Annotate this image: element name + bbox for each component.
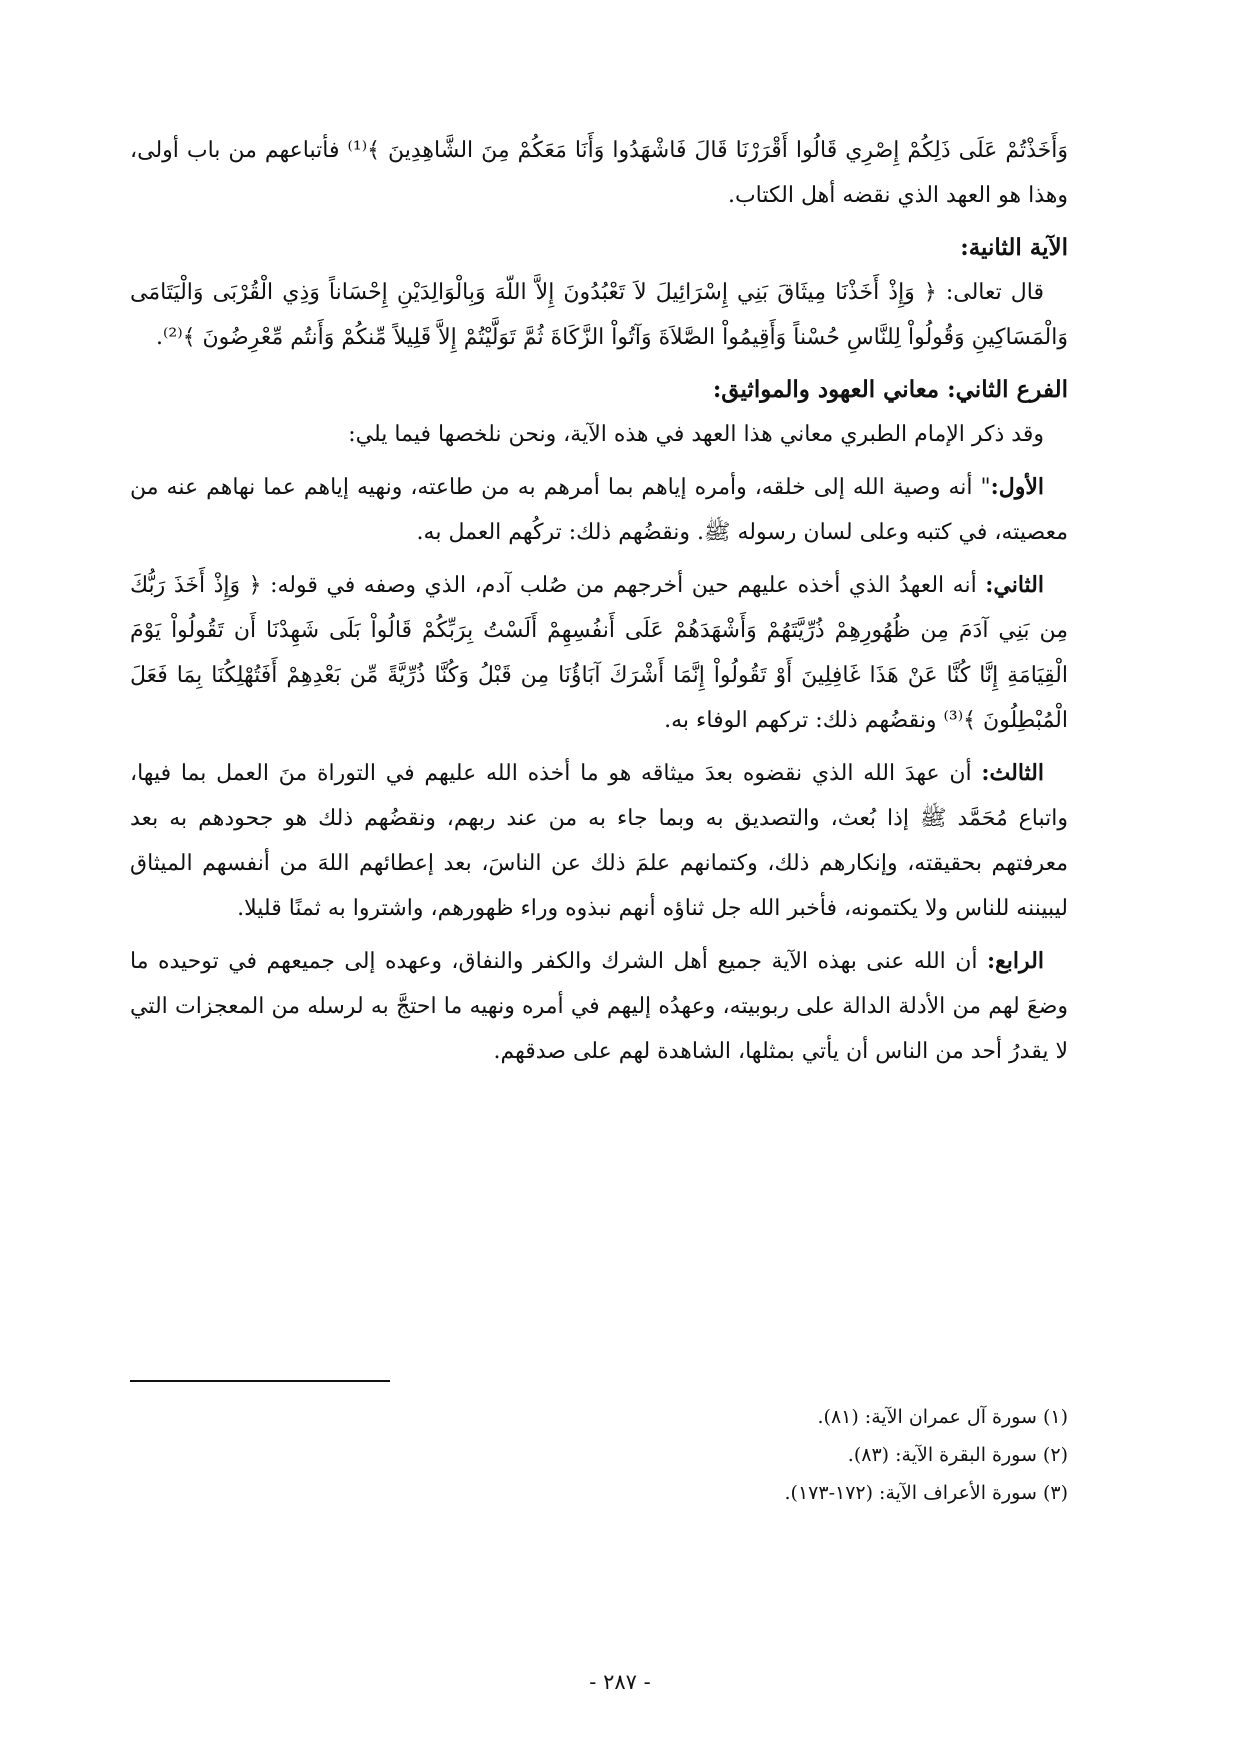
paragraph-second-meaning <box>130 563 1068 743</box>
paragraph-second-verse: قال تعالى: ﴿ وَإِذْ أَخَذْنَا مِيثَاقَ بَنِي إِسْرَائِيلَ لاَ تَعْبُدُونَ إِلاَّ اللّهَ وَبِالْوَالِدَيْنِ إِحْسَاناً وَذِي الْقُرْبَى وَالْيَتَامَى وَالْمَسَاكِينِ وَقُولُواْ لِلنَّاسِ حُسْناً وَأَقِيمُواْ الصَّلاَةَ وَآتُواْ الزَّكَاةَ ثُمَّ تَوَلَّيْتُمْ إِلاَّ قَلِيلاً مِّنكُمْ وَأَنتُم مِّعْرِضُونَ ﴾⁽²⁾. <box>130 280 1068 350</box>
section-heading: الفرع الثاني: معاني العهود والمواثيق: <box>712 376 1068 403</box>
paragraph-fourth-meaning <box>130 939 1068 1074</box>
paragraph-first-meaning <box>130 465 1068 555</box>
second-meaning-text: أنه العهدُ الذي أخذه عليهم حين أخرجهم من صُلب آدم، الذي وصفه في قوله: ﴿ وَإِذْ أَخَذَ رَبُّكَ مِن بَنِي آدَمَ مِن ظُهُورِهِمْ ذُرِّيَّتَهُمْ وَأَشْهَدَهُمْ عَلَى أَنفُسِهِمْ أَلَسْتُ بِرَبِّكُمْ قَالُواْ بَلَى شَهِدْنَا أَن تَقُولُواْ يَوْمَ الْقِيَامَةِ إِنَّا كُنَّا عَنْ هَذَا غَافِلِينَ أَوْ تَقُولُواْ إِنَّمَا أَشْرَكَ آبَاؤُنَا مِن قَبْلُ وَكُنَّا ذُرِّيَّةً مِّن بَعْدِهِمْ أَفَتُهْلِكُنَا بِمَا فَعَلَ الْمُبْطِلُونَ ﴾⁽³⁾ ونقضُهم ذلك: تركهم الوفاء به. <box>130 573 1068 733</box>
third-meaning-text: أن عهدَ الله الذي نقضوه بعدَ ميثاقه هو ما أخذه الله عليهم في التوراة منَ العمل بما فيها، واتباع مُحَمَّد ﷺ إذا بُعث، والتصديق به وبما جاء به من عند ربهم، ونقضُهم ذلك هو جحودهم به بعد معرفتهم بحقيقته، وإنكارهم ذلك، وكتمانهم علمَ ذلك عن الناسَ، بعد إعطائهم اللهَ من أنفسهم الميثاق ليبيننه للناس ولا يكتمونه، فأخبر الله جل ثناؤه أنهم نبذوه وراء ظهورهم، واشتروا به ثمنًا قليلا. <box>130 761 1068 921</box>
footnote-2: (٢) سورة البقرة الآية: (٨٣). <box>847 1444 1068 1466</box>
page-body <box>130 128 1068 1074</box>
first-meaning-text: " أنه وصية الله إلى خلقه، وأمره إياهم بما أمرهم به من طاعته، ونهيه إياهم عما نهاهم عنه من معصيته، في كتبه وعلى لسان رسوله ﷺ. ونقضُهم ذلك: تركُهم العمل به. <box>130 475 1068 545</box>
page-number: - ٢٨٧ - <box>589 1670 651 1694</box>
fourth-meaning-text: أن الله عنى بهذه الآية جميع أهل الشرك والكفر والنفاق، وعهده إلى جميعهم في توحيده ما وضعَ لهم من الأدلة الدالة على ربوبيته، وعهدُه إليهم في أمره ونهيه ما احتجَّ به لرسله من المعجزات التي لا يقدرُ أحد من الناس أن يأتي بمثلها، الشاهدة لهم على صدقهم. <box>130 949 1068 1064</box>
footnote-divider <box>130 1380 390 1382</box>
footnote-1: (١) سورة آل عمران الآية: (٨١). <box>817 1406 1068 1428</box>
paragraph-ayah1-continuation: وَأَخَذْتُمْ عَلَى ذَلِكُمْ إِصْرِي قَالُوا أَقْرَرْنَا قَالَ فَاشْهَدُوا وَأَنَا مَعَكُمْ مِنَ الشَّاهِدِينَ ﴾⁽¹⁾ فأتباعهم من باب أولى، وهذا هو العهد الذي نقضه أهل الكتاب. <box>130 138 1068 208</box>
paragraph-third-meaning <box>130 751 1068 931</box>
second-meaning-label: الثاني: <box>985 572 1044 598</box>
footnotes <box>548 1398 1068 1512</box>
paragraph-intro: وقد ذكر الإمام الطبري معاني هذا العهد في هذه الآية، ونحن نلخصها فيما يلي: <box>348 422 1044 447</box>
footnote-3: (٣) سورة الأعراف الآية: (١٧٢-١٧٣). <box>784 1482 1068 1504</box>
heading-second-verse: الآية الثانية: <box>960 234 1068 261</box>
fourth-meaning-label: الرابع: <box>986 948 1044 974</box>
first-meaning-label: الأول: <box>990 474 1044 500</box>
third-meaning-label: الثالث: <box>981 760 1044 786</box>
